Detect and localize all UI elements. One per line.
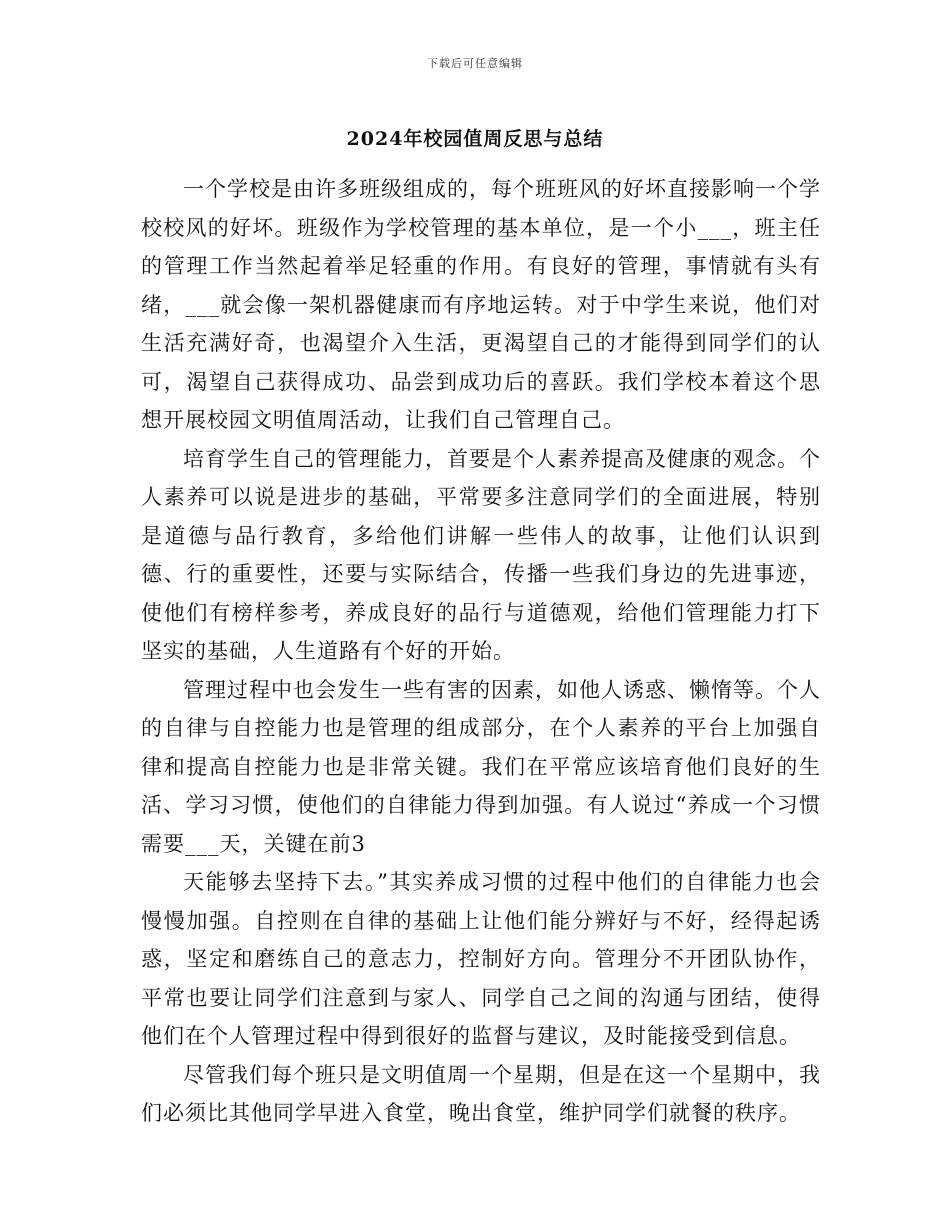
paragraph: 尽管我们每个班只是文明值周一个星期，但是在这一个星期中，我们必须比其他同学早进入食堂，晚出食堂，维护同学们就餐的秩序。 [141,1062,821,1125]
header-note: 下载后可任意编辑 [427,57,523,70]
paragraph: 管理过程中也会发生一些有害的因素，如他人诱惑、懒惰等。个人的自律与自控能力也是管理的组成部分，在个人素养的平台上加强自律和提高自控能力也是非常关键。我们在平常应该培育他们良好的生活、学习习惯，使他们的自律能力得到加强。有人说过“养成一个习惯需要___天，关键在前3 [141,677,821,856]
document-title: 2024年校园值周反思与总结 [346,128,604,150]
paragraph: 天能够去坚持下去。”其实养成习惯的过程中他们的自律能力也会慢慢加强。自控则在自律的基础上让他们能分辨好与不好，经得起诱惑，坚定和磨练自己的意志力，控制好方向。管理分不开团队协作，平常也要让同学们注意到与家人、同学自己之间的沟通与团结，使得他们在个人管理过程中得到很好的监督与建议，及时能接受到信息。 [141,870,821,1048]
document-body [141,170,821,1133]
paragraph: 培育学生自己的管理能力，首要是个人素养提高及健康的观念。个人素养可以说是进步的基础，平常要多注意同学们的全面进展，特别是道德与品行教育，多给他们讲解一些伟人的故事，让他们认识到德、行的重要性，还要与实际结合，传播一些我们身边的先进事迹，使他们有榜样参考，养成良好的品行与道德观，给他们管理能力打下坚实的基础，人生道路有个好的开始。 [141,446,821,663]
paragraph: 一个学校是由许多班级组成的，每个班班风的好坏直接影响一个学校校风的好坏。班级作为学校管理的基本单位，是一个小___，班主任的管理工作当然起着举足轻重的作用。有良好的管理，事情就有头有绪，___就会像一架机器健康而有序地运转。对于中学生来说，他们对生活充满好奇，也渴望介入生活，更渴望自己的才能得到同学们的认可，渴望自己获得成功、品尝到成功后的喜跃。我们学校本着这个思想开展校园文明值周活动，让我们自己管理自己。 [141,177,821,432]
